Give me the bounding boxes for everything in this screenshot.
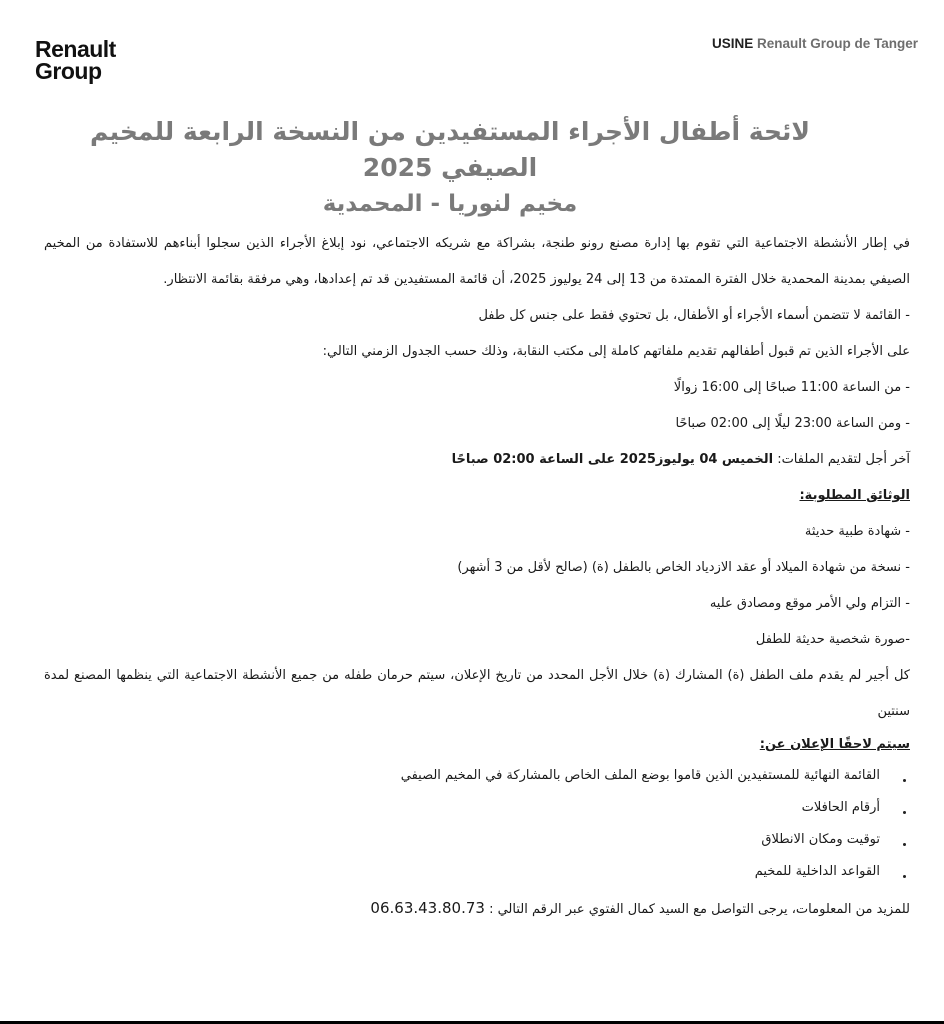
documents-title: الوثائق المطلوبة:	[799, 488, 910, 503]
deadline-line	[44, 442, 910, 478]
logo-line-2: Group	[35, 58, 102, 84]
contact-text: للمزيد من المعلومات، يرجى التواصل مع السيد كمال الفتوي عبر الرقم التالي :	[489, 902, 910, 917]
list-item: القواعد الداخلية للمخيم	[44, 856, 910, 888]
document-item-1: - شهادة طبية حديثة	[804, 524, 910, 539]
schedule-intro: على الأجراء الذين تم قبول أطفالهم تقديم ملفاتهم كاملة إلى مكتب النقابة، وذلك حسب الجدول الزمني التالي:	[322, 344, 910, 359]
list-item: القائمة النهائية للمستفيدين الذين قاموا بوضع الملف الخاص بالمشاركة في المخيم الصيفي	[44, 760, 910, 792]
warning-paragraph: كل أجير لم يقدم ملف الطفل (ة) المشارك (ة) خلال الأجل المحدد من تاريخ الإعلان، سيتم حرمان طفله من جميع الأنشطة الاجتماعية التي ينظمها المصنع لمدة سنتين	[44, 668, 910, 719]
document-title	[60, 114, 840, 222]
schedule-line-1: - من الساعة 11:00 صباحًا إلى 16:00 زوالًا	[673, 380, 910, 395]
factory-label	[712, 36, 918, 51]
document-item-2: - نسخة من شهادة الميلاد أو عقد الازدياد الخاص بالطفل (ة) (صالح لأقل من 3 أشهر)	[457, 560, 910, 575]
list-item: توقيت ومكان الانطلاق	[44, 824, 910, 856]
announce-title: سيتم لاحقًا الإعلان عن:	[759, 737, 910, 752]
usine-label: USINE	[711, 36, 754, 51]
intro-paragraph: في إطار الأنشطة الاجتماعية التي تقوم بها إدارة مصنع رونو طنجة، بشراكة مع شريكه الاجتماعي، نود إبلاغ الأجراء الذين سجلوا أبناءهم للاستفادة من المخيم الصيفي بمدينة المحمدية خلال الفترة الممتدة من 13 إلى 24 يوليوز 2025، أن قائمة المستفيدين قد تم إعدادها، وهي مرفقة بقائمة الانتظار.	[44, 236, 910, 287]
contact-line	[44, 890, 910, 928]
renault-group-logo	[35, 38, 116, 82]
document-body	[44, 226, 910, 928]
schedule-line-2: - ومن الساعة 23:00 ليلًا إلى 02:00 صباحًا	[675, 416, 910, 431]
announce-list	[44, 760, 910, 888]
deadline-label: آخر أجل لتقديم الملفات:	[777, 452, 910, 467]
note-line: - القائمة لا تتضمن أسماء الأجراء أو الأطفال، بل تحتوي فقط على جنس كل طفل	[478, 308, 910, 323]
list-item: أرقام الحافلات	[44, 792, 910, 824]
deadline-value: الخميس 04 يوليوز2025 على الساعة 02:00 صباحًا	[451, 452, 774, 467]
document-item-3: - التزام ولي الأمر موقع ومصادق عليه	[709, 596, 910, 611]
title-line-2: مخيم لنوريا - المحمدية	[322, 191, 578, 217]
phone-number: 06.63.43.80.73	[370, 899, 485, 917]
usine-name: Renault Group de Tanger	[756, 36, 918, 51]
document-item-4: -صورة شخصية حديثة للطفل	[755, 632, 910, 647]
logo-line-1: Renault	[35, 36, 116, 62]
title-line-1: لائحة أطفال الأجراء المستفيدين من النسخة الرابعة للمخيم الصيفي 2025	[90, 117, 810, 182]
